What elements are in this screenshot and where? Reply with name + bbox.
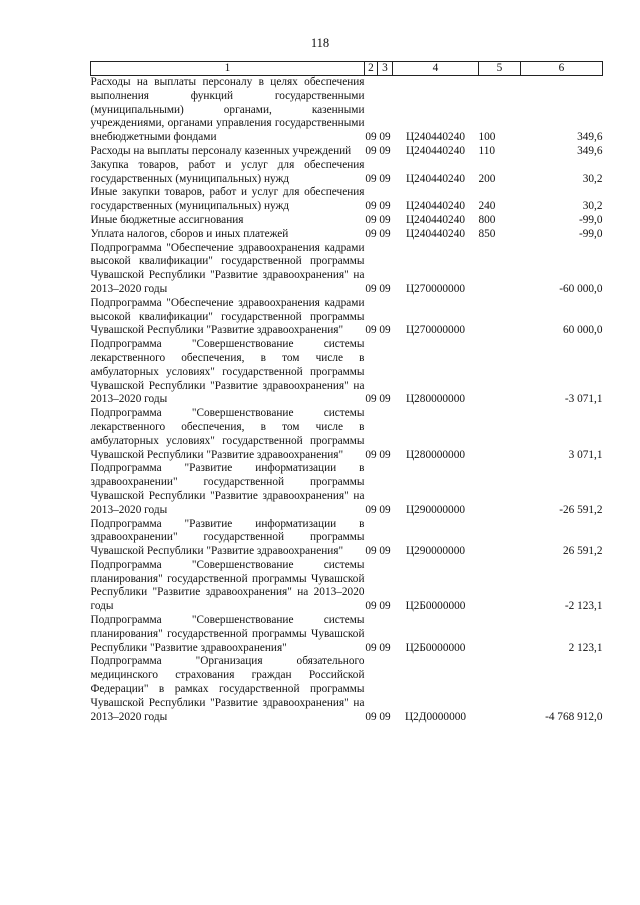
row-expense-type [479, 614, 521, 655]
row-subsection: 09 [379, 545, 391, 558]
table-header-row [91, 62, 603, 76]
row-target-code: Ц290000000 [406, 545, 465, 558]
row-section: 09 [365, 641, 377, 654]
row-name: Подпрограмма "Организация обязательного медицинского страхования граждан Российской Федерации" в рамках государственной программы Чувашской Республики "Развитие здравоохранения" на 2013–2020 годы [90, 655, 365, 723]
row-expense-type [479, 655, 521, 724]
row-expense-type: 240 [478, 200, 496, 213]
row-name: Расходы на выплаты персоналу казенных учреждений [90, 144, 352, 157]
header-col-2: 2 [365, 62, 378, 76]
table-row [91, 655, 603, 724]
row-target-code: Ц280000000 [406, 448, 465, 461]
table-row [91, 242, 603, 297]
row-section: 09 [365, 448, 377, 461]
row-expense-type: 850 [478, 227, 496, 240]
table-row [91, 228, 603, 242]
row-subsection: 09 [379, 641, 391, 654]
table-row [91, 518, 603, 559]
row-section: 09 [365, 172, 377, 185]
row-expense-type [479, 297, 521, 338]
row-amount: -99,0 [578, 227, 603, 240]
row-amount: 30,2 [582, 200, 603, 213]
row-amount: 26 591,2 [562, 545, 603, 558]
table-row [91, 159, 603, 187]
row-amount: 349,6 [577, 144, 603, 157]
row-target-code: Ц240440240 [406, 200, 465, 213]
table-row [91, 76, 603, 145]
table-row [91, 338, 603, 407]
row-target-code: Ц240440240 [406, 213, 465, 226]
row-expense-type [479, 338, 521, 407]
header-col-3: 3 [378, 62, 393, 76]
row-section: 09 [365, 144, 377, 157]
row-amount: 3 071,1 [568, 448, 603, 461]
page-number: 118 [310, 36, 330, 50]
row-subsection: 09 [379, 503, 391, 516]
row-amount: -60 000,0 [559, 282, 603, 295]
row-section: 09 [365, 282, 377, 295]
row-amount: 30,2 [582, 172, 603, 185]
table-row [91, 407, 603, 462]
row-name: Расходы на выплаты персоналу в целях обеспечения выполнения функций государственными (муниципальными) органами, казенными учреждениями, органами управления государственными внебюджетными фондами [90, 76, 365, 144]
row-section: 09 [365, 200, 377, 213]
row-expense-type [479, 518, 521, 559]
row-section: 09 [365, 393, 377, 406]
row-name: Закупка товаров, работ и услуг для обеспечения государственных (муниципальных) нужд [90, 158, 365, 185]
header-col-1: 1 [91, 62, 365, 76]
row-name: Подпрограмма "Совершенствование системы лекарственного обеспечения, в том числе в амбулаторных условиях" государственной программы Чувашской Республики "Развитие здравоохранения" на 2013–2020 годы [90, 338, 365, 406]
row-subsection: 09 [379, 227, 391, 240]
row-target-code: Ц240440240 [406, 131, 465, 144]
row-subsection: 09 [379, 200, 391, 213]
row-expense-type [479, 407, 521, 462]
row-amount: -4 768 912,0 [545, 710, 603, 723]
row-name: Уплата налогов, сборов и иных платежей [90, 227, 289, 240]
row-expense-type [479, 242, 521, 297]
row-target-code: Ц270000000 [406, 282, 465, 295]
row-target-code: Ц290000000 [406, 503, 465, 516]
row-target-code: Ц240440240 [406, 227, 465, 240]
row-amount: 349,6 [577, 131, 603, 144]
row-target-code: Ц270000000 [406, 324, 465, 337]
table-row [91, 186, 603, 214]
row-name: Подпрограмма "Совершенствование системы планирования" государственной программы Чувашской Республики "Развитие здравоохранения" [90, 614, 365, 654]
row-subsection: 09 [379, 448, 391, 461]
row-subsection: 09 [379, 131, 391, 144]
row-section: 09 [365, 227, 377, 240]
budget-table [90, 61, 603, 724]
row-name: Иные бюджетные ассигнования [90, 213, 244, 226]
header-col-5: 5 [479, 62, 521, 76]
row-name: Подпрограмма "Развитие информатизации в здравоохранении" государственной программы Чувашской Республики "Развитие здравоохранения" на 2013–2020 годы [90, 462, 365, 516]
row-section: 09 [365, 324, 377, 337]
row-name: Подпрограмма "Обеспечение здравоохранения кадрами высокой квалификации" государственной программы Чувашской Республики "Развитие здравоохранения" [90, 296, 365, 337]
row-name: Подпрограмма "Совершенствование системы планирования" государственной программы Чувашской Республики "Развитие здравоохранения" на 2013–2020 годы [90, 558, 365, 613]
row-target-code: Ц2Б0000000 [405, 641, 466, 654]
row-name: Подпрограмма "Обеспечение здравоохранения кадрами высокой квалификации" государственной программы Чувашской Республики "Развитие здравоохранения" на 2013–2020 годы [90, 241, 365, 295]
row-expense-type: 200 [478, 172, 496, 185]
row-subsection: 09 [379, 172, 391, 185]
row-target-code: Ц240440240 [406, 144, 465, 157]
row-amount: -2 123,1 [564, 600, 603, 613]
row-section: 09 [365, 600, 377, 613]
row-target-code: Ц240440240 [406, 172, 465, 185]
row-expense-type: 800 [478, 213, 496, 226]
row-name: Подпрограмма "Совершенствование системы лекарственного обеспечения, в том числе в амбулаторных условиях" государственной программы Чувашской Республики "Развитие здравоохранения" [90, 407, 365, 461]
row-name: Подпрограмма "Развитие информатизации в здравоохранении" государственной программы Чувашской Республики "Развитие здравоохранения" [90, 517, 365, 558]
table-row [91, 462, 603, 517]
row-amount: 2 123,1 [568, 641, 603, 654]
header-col-6: 6 [521, 62, 603, 76]
row-section: 09 [365, 131, 377, 144]
row-target-code: Ц2Д0000000 [404, 710, 467, 723]
table-row [91, 297, 603, 338]
row-subsection: 09 [379, 600, 391, 613]
row-target-code: Ц280000000 [406, 393, 465, 406]
table-row [91, 214, 603, 228]
row-amount: -26 591,2 [559, 503, 603, 516]
row-subsection: 09 [379, 213, 391, 226]
row-section: 09 [365, 503, 377, 516]
row-subsection: 09 [379, 324, 391, 337]
table-row [91, 614, 603, 655]
table-row [91, 145, 603, 159]
row-expense-type: 100 [478, 131, 496, 144]
header-col-4: 4 [393, 62, 479, 76]
row-expense-type: 110 [478, 144, 496, 157]
row-subsection: 09 [379, 710, 391, 723]
row-section: 09 [365, 710, 377, 723]
row-expense-type [479, 559, 521, 614]
row-target-code: Ц2Б0000000 [405, 600, 466, 613]
row-section: 09 [365, 545, 377, 558]
row-name: Иные закупки товаров, работ и услуг для обеспечения государственных (муниципальных) нужд [90, 186, 365, 213]
row-expense-type [479, 462, 521, 517]
row-amount: 60 000,0 [562, 324, 603, 337]
row-subsection: 09 [379, 144, 391, 157]
row-subsection: 09 [379, 282, 391, 295]
row-section: 09 [365, 213, 377, 226]
row-amount: -3 071,1 [564, 393, 603, 406]
row-subsection: 09 [379, 393, 391, 406]
row-amount: -99,0 [578, 213, 603, 226]
table-row [91, 559, 603, 614]
